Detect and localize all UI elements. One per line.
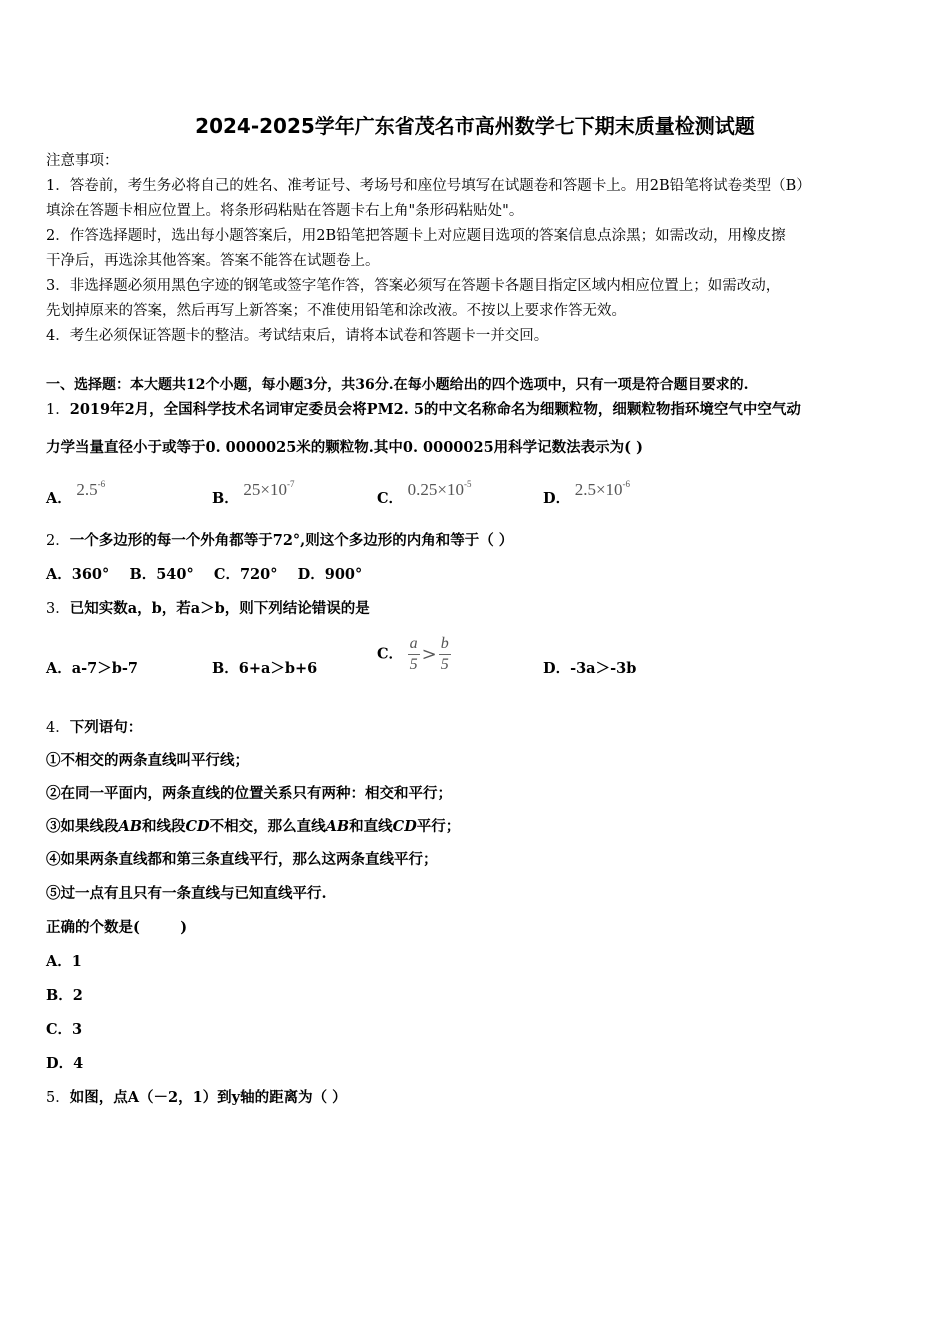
q3-option-a[interactable] — [46, 659, 138, 679]
q1-line-1 — [46, 400, 801, 420]
notice-line-6: 先划掉原来的答案，然后再写上新答案；不准使用铅笔和涂改液。不按以上要求作答无效。 — [46, 303, 626, 319]
q1-option-d-label: D． — [543, 490, 571, 507]
q4-option-a[interactable] — [46, 952, 82, 972]
q4-option-a-label: A． — [46, 953, 72, 970]
notice-line-4: 干净后，再选涂其他答案。答案不能答在试题卷上。 — [46, 253, 380, 269]
q4-option-d-text: 4 — [73, 1055, 84, 1072]
q1-option-d-exp: -6 — [622, 479, 631, 489]
q4-s3-part-b: 和线段 — [142, 818, 186, 835]
q4-option-b-label: B． — [46, 987, 73, 1004]
q1-option-b-label: B． — [212, 490, 239, 507]
q5-text: 如图，点A（－2，1）到y轴的距离为（ ） — [69, 1089, 347, 1106]
q3-option-c-fraction-2 — [439, 634, 451, 675]
notice-heading: 注意事项： — [46, 153, 119, 169]
q1-option-c-math — [408, 480, 472, 499]
q3-option-b-text: 6+a＞b+6 — [238, 660, 318, 677]
q3-option-c-den-2: 5 — [440, 656, 449, 673]
q4-statement-1: ①不相交的两条直线叫平行线； — [46, 752, 249, 769]
q3-option-b[interactable] — [212, 659, 317, 679]
q1-option-d-math — [575, 480, 630, 499]
q4-s3-part-d: 和直线 — [349, 818, 393, 835]
q1-option-c-exp: -5 — [464, 479, 472, 489]
q4-number: 4． — [46, 720, 70, 736]
q4-option-d-label: D． — [46, 1055, 74, 1072]
q4-s3-part-a: ③如果线段 — [46, 818, 119, 835]
q4-text: 下列语句： — [69, 719, 143, 736]
q3-number: 3． — [46, 601, 70, 617]
q4-option-b[interactable] — [46, 986, 83, 1006]
q3-line — [46, 599, 370, 619]
q1-option-a-label: A． — [46, 490, 72, 507]
q3-option-c-label: C． — [377, 645, 404, 663]
q3-option-d-text: -3a＞-3b — [570, 660, 637, 677]
q3-option-c-relation: > — [421, 643, 437, 665]
q3-option-a-label: A． — [46, 660, 72, 677]
q4-option-c[interactable] — [46, 1020, 82, 1040]
q1-option-b[interactable] — [212, 479, 295, 509]
q4-s3-part-c: 不相交，那么直线 — [209, 818, 326, 835]
page-title: 2024-2025学年广东省茂名市高州数学七下期末质量检测试题 — [195, 114, 755, 138]
q1-option-c[interactable] — [377, 479, 472, 509]
q1-option-b-base: 25×10 — [243, 480, 287, 499]
q1-option-d[interactable] — [543, 479, 631, 509]
q1-option-c-base: 0.25×10 — [407, 480, 464, 499]
q4-statement-4: ④如果两条直线都和第三条直线平行，那么这两条直线平行； — [46, 851, 438, 868]
q4-s3-cd-2: CD — [392, 818, 417, 835]
q2-options[interactable]: A．360° B．540° C．720° D．900° — [46, 566, 363, 583]
q5-number: 5． — [46, 1090, 70, 1106]
notice-line-3: 2．作答选择题时，选出每小题答案后，用2B铅笔把答题卡上对应题目选项的答案信息点涂黑；如需改动，用橡皮擦 — [46, 228, 786, 244]
q4-option-a-text: 1 — [71, 953, 82, 970]
q4-statement-5: ⑤过一点有且只有一条直线与已知直线平行. — [46, 885, 327, 902]
q1-option-a-base: 2.5 — [76, 480, 98, 499]
q3-option-c[interactable] — [377, 634, 451, 675]
q4-statement-3 — [46, 817, 460, 837]
q4-option-c-label: C． — [46, 1021, 73, 1038]
q1-option-d-base: 2.5×10 — [574, 480, 623, 499]
notice-line-1: 1．答卷前，考生务必将自己的姓名、准考证号、考场号和座位号填写在试题卷和答题卡上。用2B铅笔将试卷类型（B） — [46, 178, 811, 194]
q3-option-c-num-2: b — [439, 634, 451, 655]
q3-option-b-label: B． — [212, 660, 239, 677]
q1-option-a[interactable] — [46, 479, 106, 509]
q4-s3-ab-2: AB — [325, 818, 350, 835]
q1-option-b-math — [243, 480, 294, 499]
q4-statement-2: ②在同一平面内，两条直线的位置关系只有两种：相交和平行； — [46, 785, 452, 802]
q4-line — [46, 718, 142, 738]
q3-option-c-num-1: a — [408, 634, 420, 655]
q4-s3-ab: AB — [118, 818, 143, 835]
q4-s3-cd: CD — [185, 818, 210, 835]
q5-line — [46, 1088, 347, 1108]
notice-line-7: 4．考生必须保证答题卡的整洁。考试结束后，请将本试卷和答题卡一并交回。 — [46, 328, 549, 344]
q1-option-a-exp: -6 — [97, 479, 106, 489]
notice-line-2: 填涂在答题卡相应位置上。将条形码粘贴在答题卡右上角"条形码粘贴处"。 — [46, 203, 524, 219]
q4-option-b-text: 2 — [72, 987, 83, 1004]
q1-option-c-label: C． — [377, 490, 404, 507]
q3-text: 已知实数a，b，若a＞b，则下列结论错误的是 — [69, 600, 370, 617]
q2-number: 2． — [46, 533, 70, 549]
q1-option-b-exp: -7 — [286, 479, 295, 489]
q3-option-a-text: a-7＞b-7 — [71, 660, 139, 677]
q4-option-d[interactable] — [46, 1054, 83, 1074]
q1-option-a-math — [76, 480, 105, 499]
q3-option-c-fraction-1 — [408, 634, 420, 675]
q1-number: 1． — [46, 402, 70, 418]
q3-option-d-label: D． — [543, 660, 571, 677]
q2-text: 一个多边形的每一个外角都等于72°,则这个多边形的内角和等于（ ） — [69, 532, 514, 549]
q1-line-2: 力学当量直径小于或等于0. 0000025米的颗粒物.其中0. 0000025用科学记数法表示为( ) — [46, 439, 643, 456]
q2-line — [46, 531, 513, 551]
section-heading: 一、选择题：本大题共12个小题，每小题3分，共36分.在每小题给出的四个选项中，只有一项是符合题目要求的. — [46, 377, 749, 393]
q3-option-d[interactable] — [543, 659, 636, 679]
q4-ask: 正确的个数是( ) — [46, 919, 188, 936]
notice-line-5: 3．非选择题必须用黑色字迹的钢笔或签字笔作答，答案必须写在答题卡各题目指定区域内相应位置上；如需改动， — [46, 278, 781, 294]
q4-s3-part-e: 平行； — [416, 818, 461, 835]
q1-text-1: 2019年2月，全国科学技术名词审定委员会将PM2. 5的中文名称命名为细颗粒物，细颗粒物指环境空气中空气动 — [69, 401, 801, 418]
q4-option-c-text: 3 — [72, 1021, 83, 1038]
q3-option-c-den-1: 5 — [409, 656, 418, 673]
